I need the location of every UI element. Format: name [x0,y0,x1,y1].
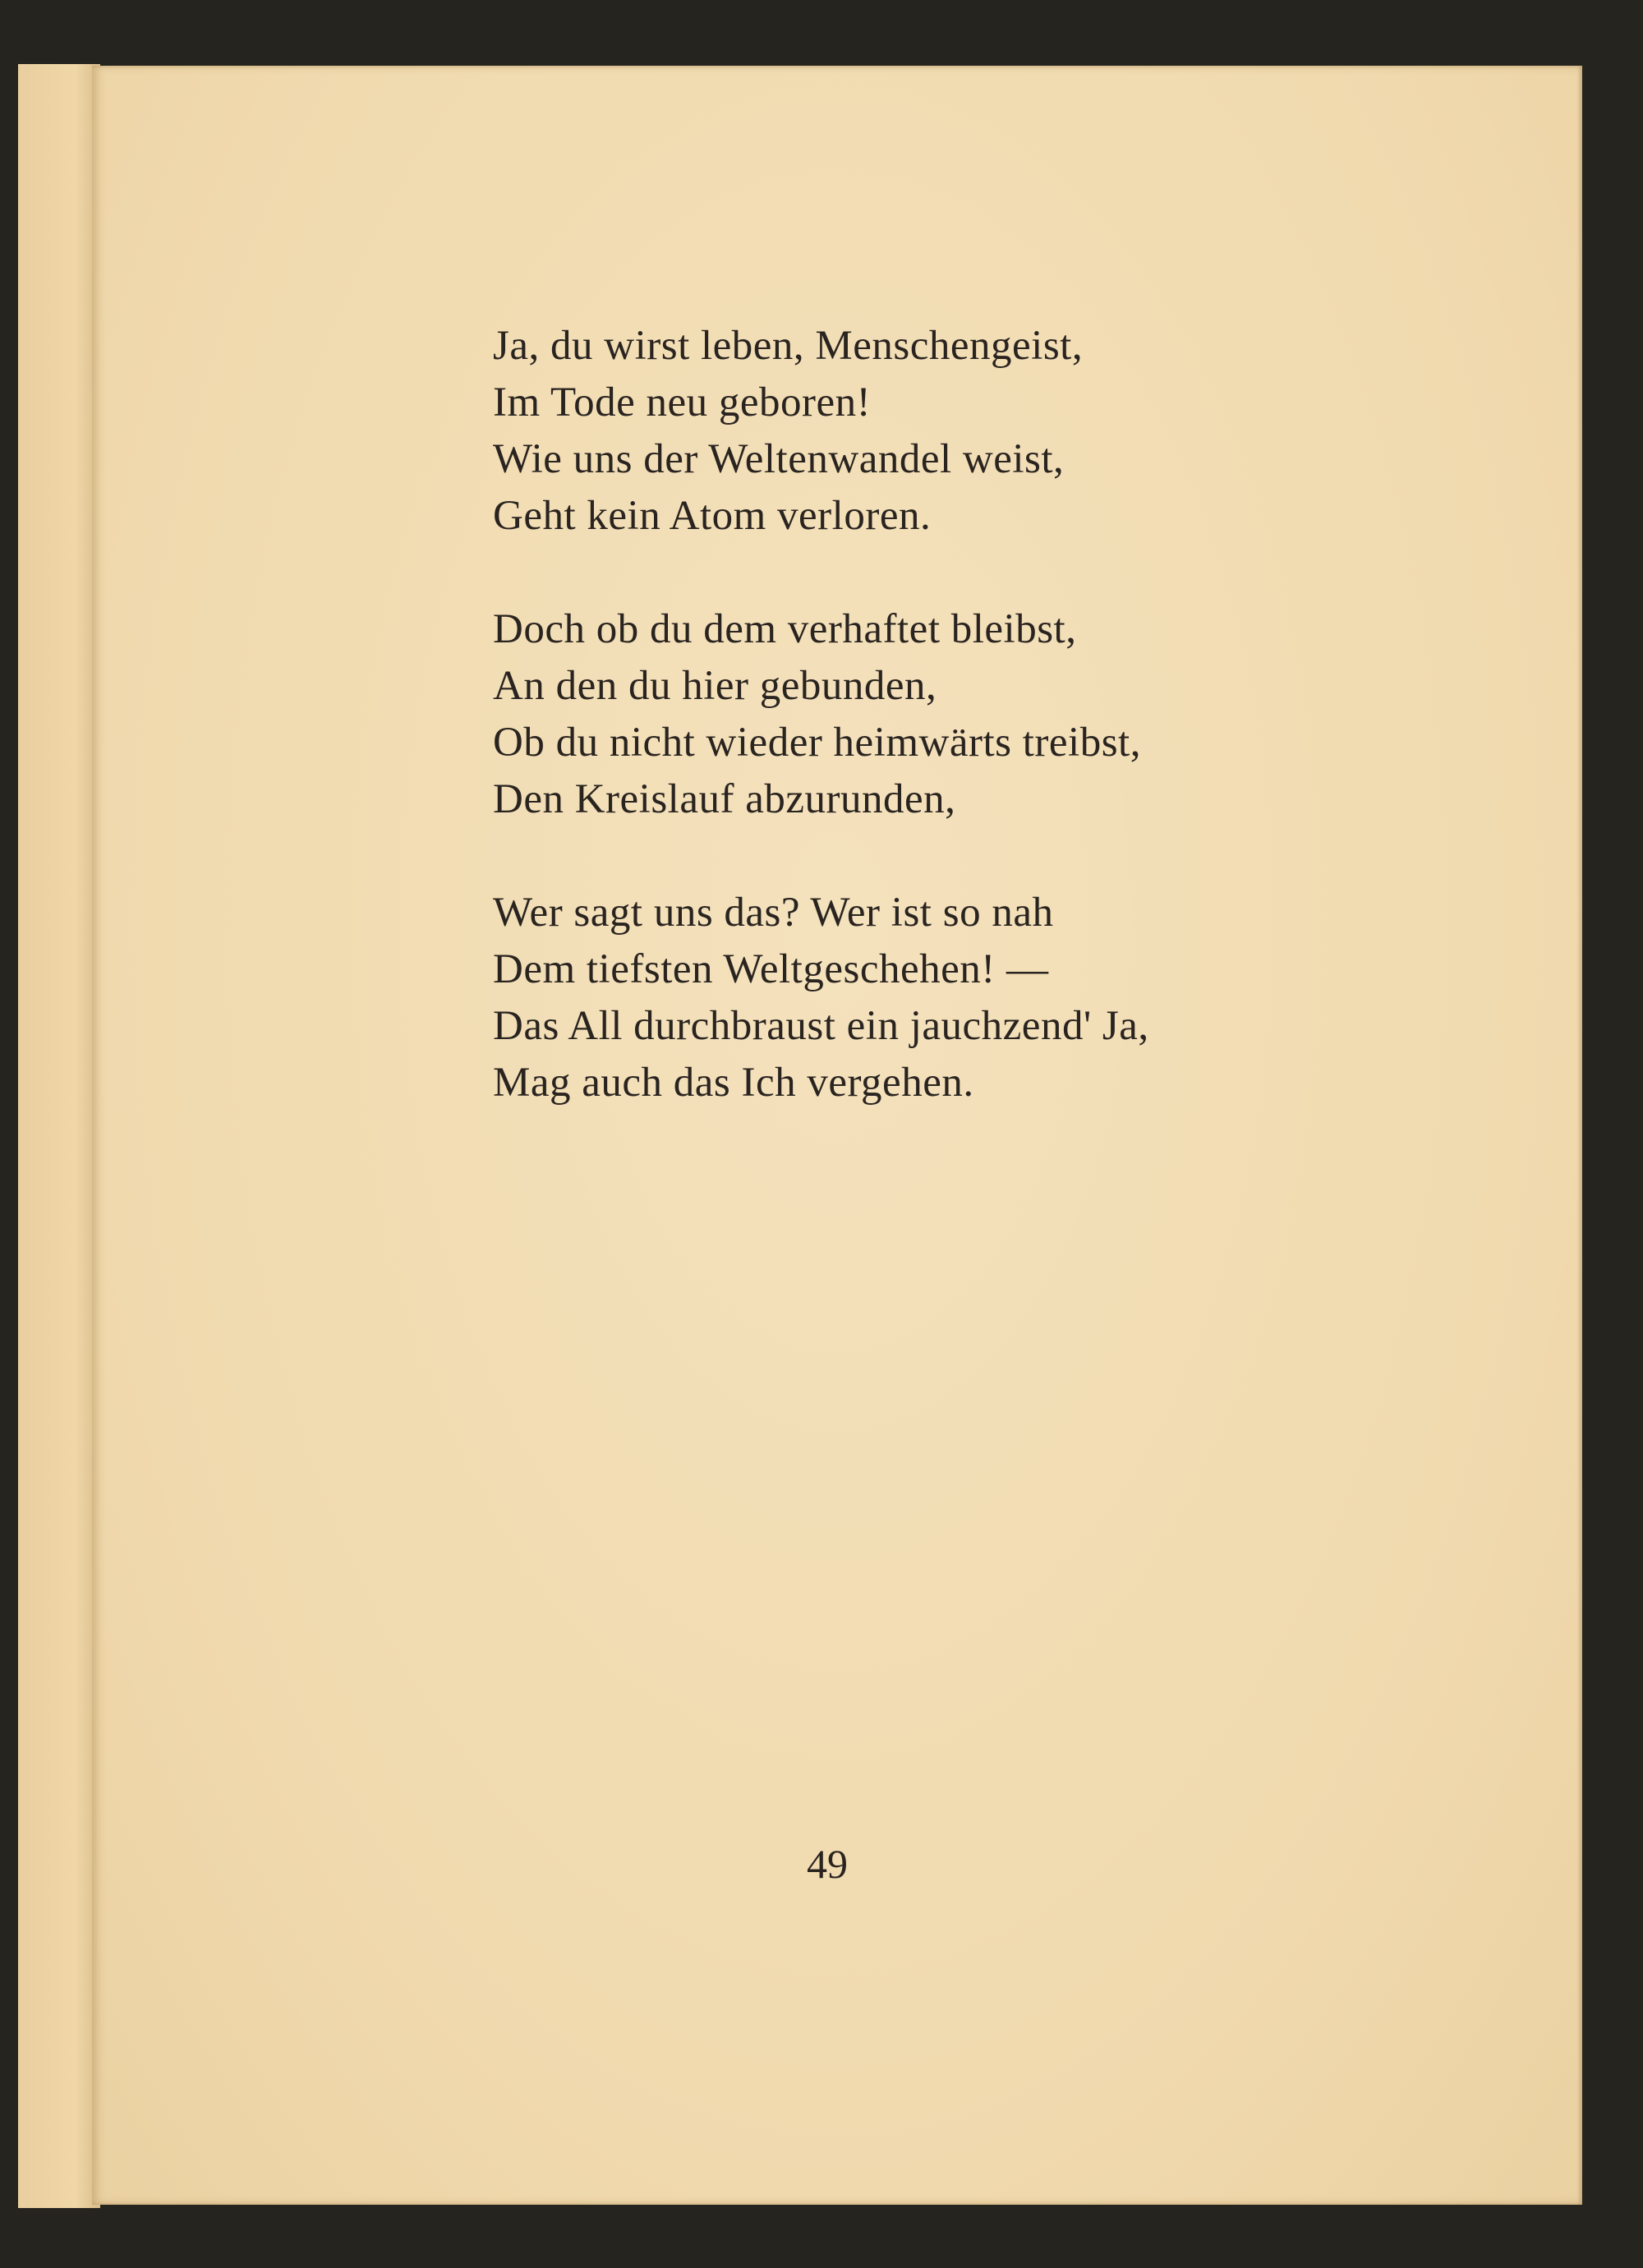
poem-line: Das All durchbraust ein jauchzend' Ja, [493,1003,1149,1049]
poem-line: Doch ob du dem verhaftet bleibst, [493,606,1077,652]
poem-line: Dem tiefsten Weltgeschehen! — [493,946,1049,992]
poem [493,318,1149,1168]
poem-line: Ja, du wirst leben, Menschengeist, [493,323,1084,369]
poem-line: Mag auch das Ich vergehen. [493,1060,974,1106]
poem-line: An den du hier gebunden, [493,663,937,709]
stanza-3 [493,885,1149,1111]
poem-line: Den Kreislauf abzurunden, [493,776,956,822]
poem-line: Ob du nicht wieder heimwärts treibst, [493,720,1141,766]
poem-line: Wer sagt uns das? Wer ist so nah [493,890,1054,936]
stanza-2 [493,601,1149,828]
poem-line: Wie uns der Weltenwandel weist, [493,436,1065,482]
poem-line: Geht kein Atom verloren. [493,493,932,539]
page-number: 49 [807,1841,848,1887]
stanza-1 [493,318,1149,545]
book-page [92,66,1582,2205]
facing-page-edge [18,64,100,2208]
poem-line: Im Tode neu geboren! [493,380,872,426]
